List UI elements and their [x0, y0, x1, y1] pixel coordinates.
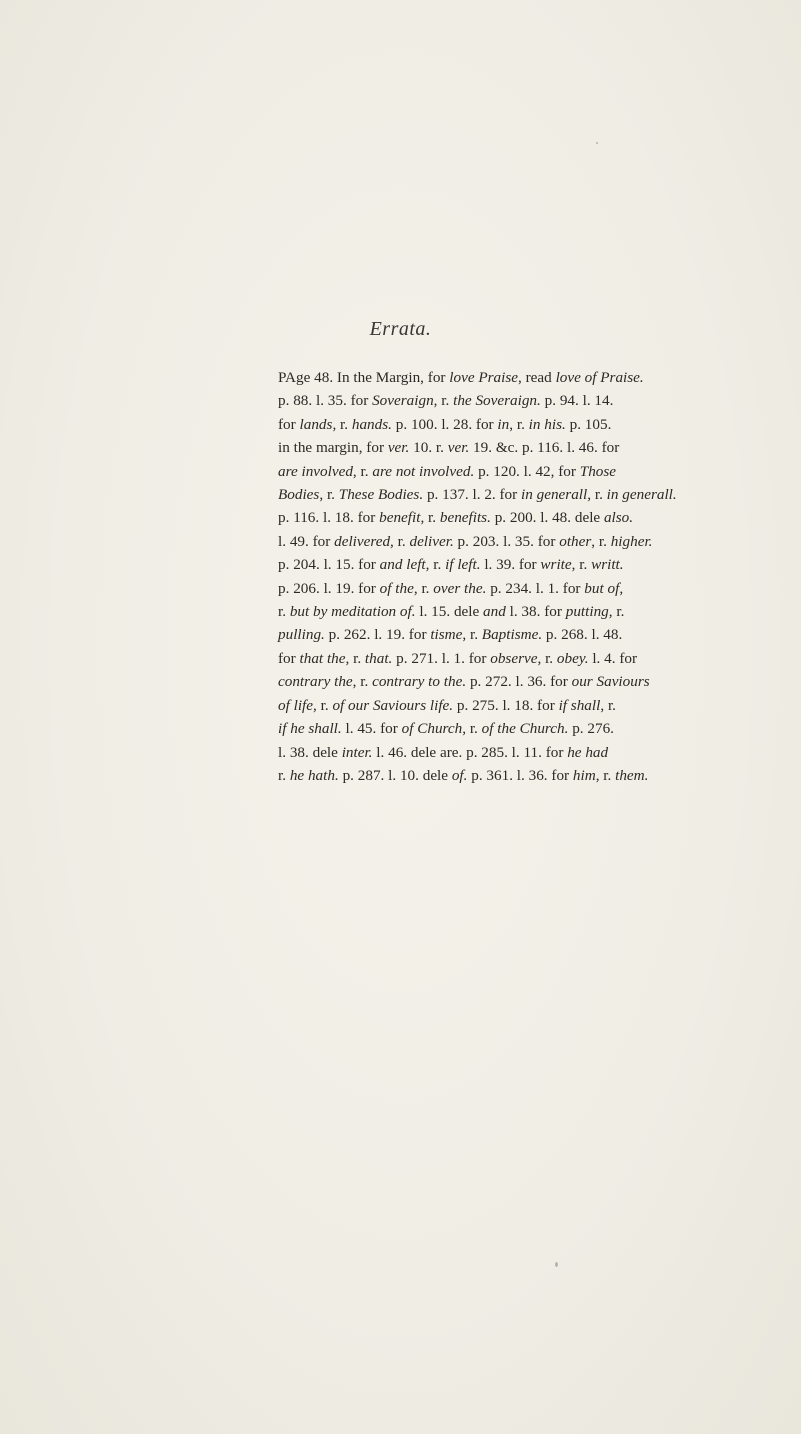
errata-text: , r.: [345, 649, 365, 667]
errata-italic-text: inter.: [341, 743, 373, 761]
errata-line: [278, 623, 780, 646]
errata-text: , r.: [332, 415, 352, 433]
errata-italic-text: if left.: [445, 556, 481, 574]
errata-text: l. 15. dele: [415, 603, 484, 621]
errata-italic-text: Bodies: [278, 486, 320, 504]
errata-italic-text: them.: [615, 766, 649, 784]
errata-text: , r.: [537, 649, 557, 667]
errata-text: PAge 48. In the Margin, for: [278, 369, 450, 386]
errata-italic-text: benefits.: [439, 509, 491, 527]
errata-italic-text: are not involved.: [372, 462, 475, 480]
errata-italic-text: tisme: [430, 626, 463, 644]
errata-italic-text: he had: [567, 743, 609, 761]
errata-italic-text: higher.: [610, 532, 653, 550]
errata-italic-text: if shall: [558, 696, 601, 714]
errata-text: p. 116. l. 18. for: [278, 509, 380, 527]
errata-text: , r.: [509, 415, 529, 433]
errata-text: p. 287. l. 10. dele: [338, 766, 452, 784]
errata-text: p. 137. l. 2. for: [423, 486, 522, 504]
errata-italic-text: but by meditation of.: [289, 603, 416, 621]
errata-line: [278, 694, 780, 717]
errata-text: l. 38. dele: [278, 743, 342, 761]
errata-italic-text: in his.: [528, 415, 566, 433]
errata-text: , r.: [591, 532, 611, 550]
errata-line: [278, 530, 780, 553]
errata-italic-text: love of Praise.: [555, 369, 644, 386]
errata-text: p. 234. l. 1. for: [486, 579, 585, 597]
errata-italic-text: of life: [278, 696, 314, 714]
errata-text: for: [278, 649, 300, 667]
errata-italic-text: writt.: [591, 556, 624, 574]
errata-line: [278, 741, 780, 764]
errata-text: p. 120. l. 42, for: [474, 462, 580, 480]
errata-text: , r.: [571, 556, 592, 574]
errata-text: 19. &c. p. 116. l. 46. for: [469, 439, 620, 457]
errata-line: [278, 670, 780, 693]
errata-text: l. 4. for: [588, 649, 638, 667]
errata-line: [278, 483, 780, 506]
errata-text: p. 271. l. 1. for: [392, 649, 491, 667]
errata-heading: Errata.: [369, 318, 432, 340]
errata-line: [278, 389, 780, 412]
errata-text: p. 105.: [565, 415, 612, 433]
errata-italic-text: the Soveraign.: [453, 392, 541, 410]
errata-italic-text: contrary the: [278, 673, 353, 691]
paper-speck: [555, 1262, 558, 1267]
paper-speck: [596, 142, 598, 144]
errata-line: [278, 460, 780, 483]
errata-italic-text: in generall.: [606, 486, 677, 504]
errata-italic-text: also.: [603, 509, 634, 527]
errata-text: , r.: [352, 673, 373, 691]
errata-text: , read: [518, 369, 556, 386]
errata-italic-text: our Saviours: [571, 673, 650, 691]
errata-italic-text: and: [483, 603, 506, 621]
errata-text: p. 275. l. 18. for: [453, 696, 559, 714]
errata-line: [278, 647, 780, 670]
errata-text: p. 204. l. 15. for: [278, 556, 380, 574]
errata-text: p. 276.: [568, 720, 614, 738]
errata-text: , r.: [587, 486, 607, 504]
errata-text: , r.: [462, 720, 482, 738]
errata-italic-text: of the: [379, 579, 414, 597]
errata-text: l. 49. for: [278, 532, 335, 550]
errata-italic-text: Baptisme.: [481, 626, 543, 644]
errata-text: , r.: [600, 696, 616, 714]
errata-text: l. 38. for: [505, 603, 566, 621]
errata-italic-text: of the Church.: [481, 720, 569, 738]
errata-text: , r.: [420, 509, 440, 527]
errata-italic-text: and left: [379, 556, 426, 574]
errata-line: [278, 506, 780, 529]
errata-italic-text: write: [540, 556, 572, 574]
errata-text: r.: [278, 766, 290, 784]
errata-text: , r.: [433, 392, 454, 410]
errata-text: ,: [619, 579, 624, 597]
errata-list: [278, 366, 780, 787]
errata-text: p. 88. l. 35. for: [278, 392, 373, 410]
errata-text: p. 272. l. 36. for: [466, 673, 572, 691]
errata-italic-text: of our Saviours life.: [332, 696, 454, 714]
errata-italic-text: over the.: [433, 579, 487, 597]
errata-text: l. 45. for: [341, 720, 402, 738]
errata-italic-text: but of: [584, 579, 620, 597]
errata-italic-text: that the: [299, 649, 346, 667]
errata-text: p. 203. l. 35. for: [453, 532, 560, 550]
errata-italic-text: are involved: [278, 462, 353, 480]
errata-italic-text: contrary to the.: [372, 673, 467, 691]
errata-text: p. 268. l. 48.: [542, 626, 623, 644]
errata-italic-text: benefit: [379, 509, 421, 527]
errata-italic-text: of.: [451, 766, 468, 784]
errata-text: p. 262. l. 19. for: [324, 626, 431, 644]
errata-text: 10. r.: [409, 439, 448, 457]
errata-line: [278, 600, 780, 623]
errata-text: l. 46. dele are. p. 285. l. 11. for: [372, 743, 568, 761]
errata-line: [278, 577, 780, 600]
errata-line: [278, 436, 780, 459]
errata-line: [278, 764, 780, 787]
errata-text: , r.: [319, 486, 339, 504]
errata-italic-text: him: [572, 766, 596, 784]
errata-italic-text: in generall: [521, 486, 588, 504]
errata-italic-text: in: [497, 415, 510, 433]
errata-italic-text: of Church: [401, 720, 463, 738]
errata-text: l. 39. for: [480, 556, 541, 574]
errata-italic-text: Those: [579, 462, 617, 480]
errata-text: p. 200. l. 48. dele: [490, 509, 604, 527]
errata-text: p. 94. l. 14.: [540, 392, 614, 410]
errata-italic-text: he hath.: [289, 766, 339, 784]
errata-italic-text: delivered: [334, 532, 391, 550]
errata-line: [278, 413, 780, 436]
errata-italic-text: pulling.: [278, 626, 325, 644]
errata-text: p. 361. l. 36. for: [467, 766, 573, 784]
errata-italic-text: ver.: [447, 439, 470, 457]
errata-line: [278, 366, 780, 389]
errata-italic-text: lands: [299, 415, 333, 433]
errata-italic-text: deliver.: [409, 532, 454, 550]
errata-italic-text: Soveraign: [372, 392, 434, 410]
errata-text: , r.: [413, 579, 434, 597]
errata-line: [278, 717, 780, 740]
errata-italic-text: putting: [565, 603, 609, 621]
errata-text: , r.: [608, 603, 625, 621]
errata-text: , r.: [390, 532, 410, 550]
errata-line: [278, 553, 780, 576]
errata-text: in the margin, for: [278, 439, 388, 457]
errata-italic-text: ver.: [387, 439, 410, 457]
errata-italic-text: that.: [364, 649, 393, 667]
errata-text: p. 100. l. 28. for: [391, 415, 498, 433]
errata-italic-text: obey.: [556, 649, 589, 667]
errata-text: , r.: [425, 556, 446, 574]
errata-text: for: [278, 415, 300, 433]
errata-text: , r.: [462, 626, 482, 644]
errata-italic-text: hands.: [351, 415, 392, 433]
errata-italic-text: observe: [490, 649, 538, 667]
errata-text: p. 206. l. 19. for: [278, 579, 380, 597]
errata-text: , r.: [313, 696, 333, 714]
errata-text: , r.: [595, 766, 616, 784]
errata-italic-text: love Praise: [449, 369, 519, 386]
errata-italic-text: if he shall.: [278, 720, 342, 738]
errata-text: , r.: [352, 462, 373, 480]
errata-italic-text: These Bodies.: [338, 486, 424, 504]
errata-italic-text: other: [559, 532, 592, 550]
errata-text: r.: [278, 603, 290, 621]
